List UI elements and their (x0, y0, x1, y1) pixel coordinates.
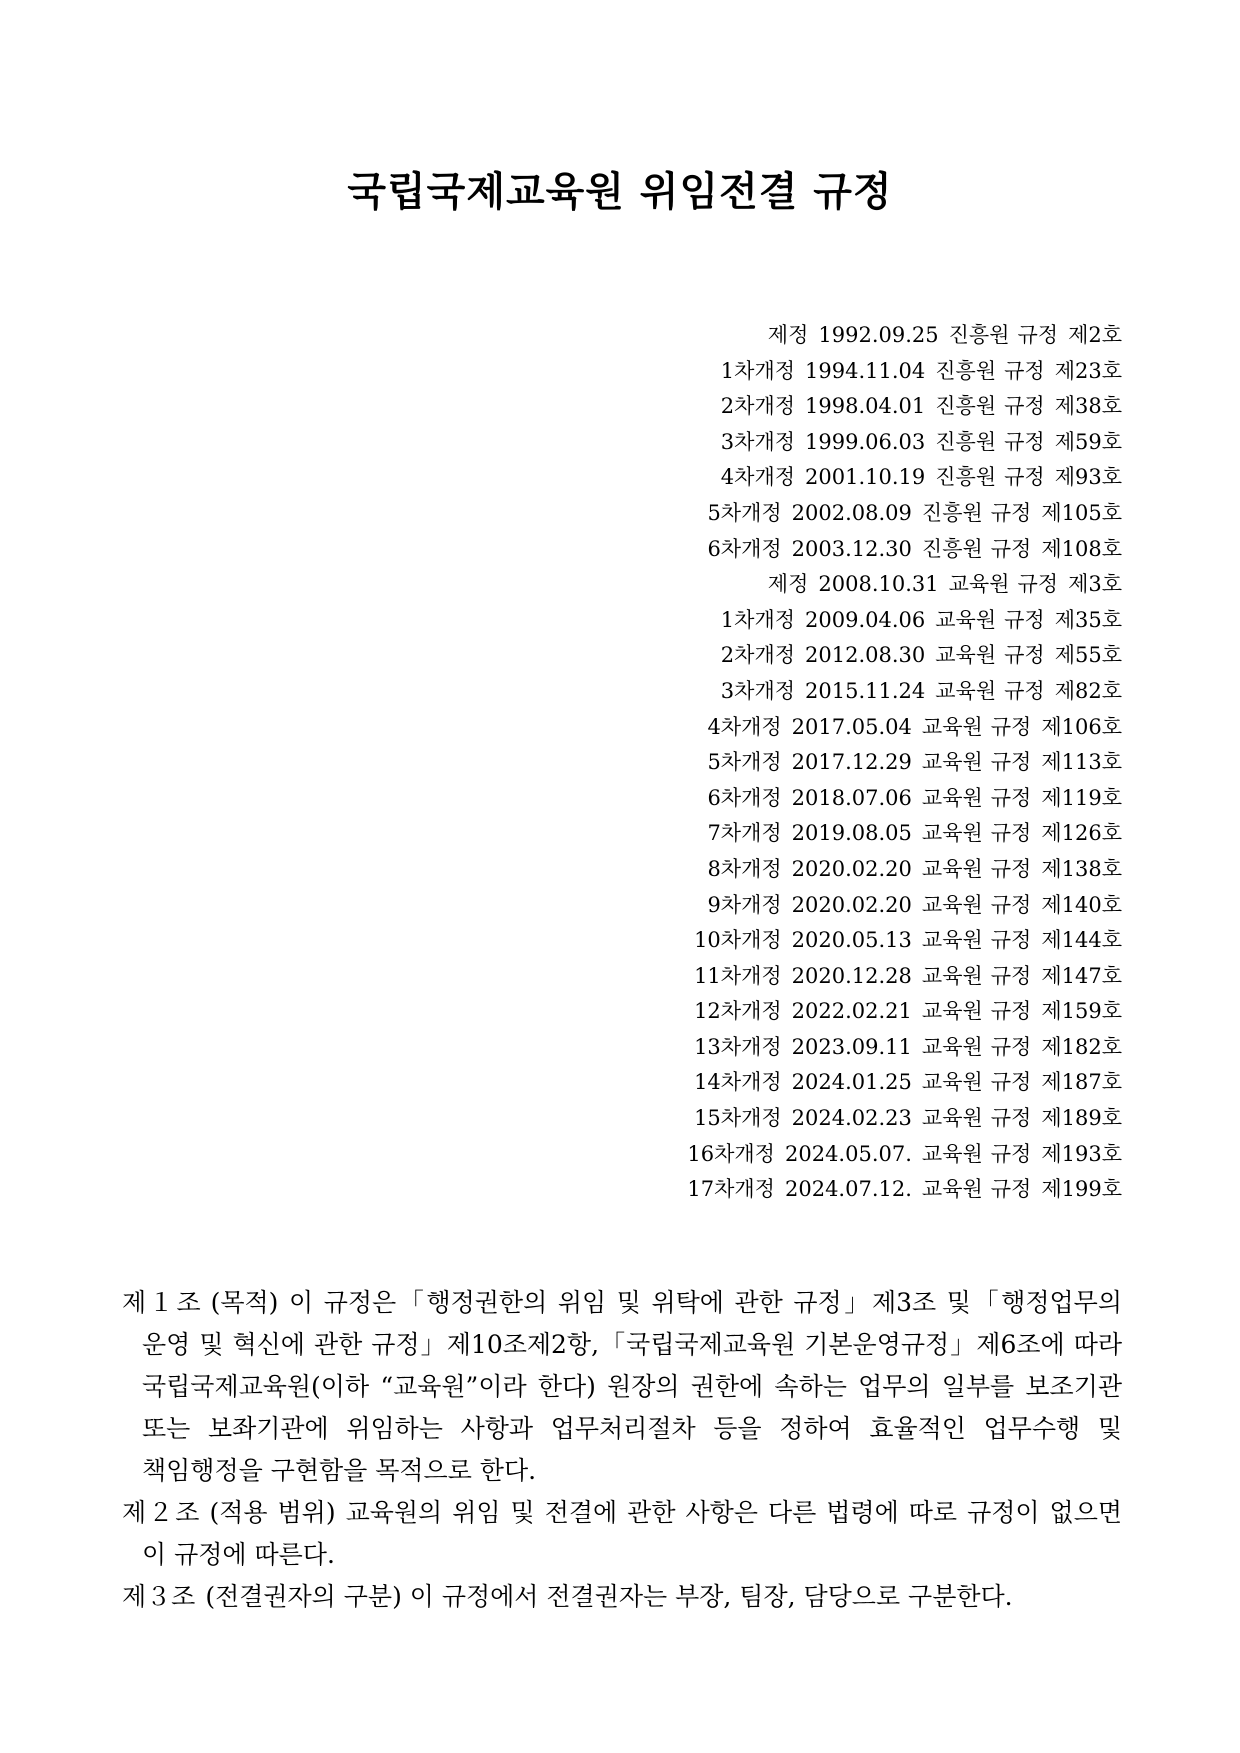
revision-date: 1999.06.03 (805, 429, 926, 454)
revision-date: 2015.11.24 (805, 678, 926, 703)
revision-label: 12차개정 (694, 999, 782, 1024)
revision-word: 규정 (990, 1106, 1032, 1131)
revision-date: 2019.08.05 (791, 821, 912, 846)
revision-word: 규정 (990, 963, 1032, 988)
revision-label: 7차개정 (707, 821, 782, 846)
revision-word: 규정 (1004, 358, 1045, 383)
revision-date: 2024.02.23 (791, 1106, 912, 1131)
revision-entry (687, 923, 1122, 959)
revision-word: 규정 (990, 750, 1032, 775)
revision-org: 교육원 (921, 785, 983, 810)
revision-number: 제147호 (1041, 963, 1122, 988)
revision-word: 규정 (1004, 607, 1045, 632)
revision-word: 규정 (990, 1177, 1032, 1202)
revision-entry (687, 532, 1122, 568)
revision-word: 규정 (990, 500, 1032, 525)
revision-entry (687, 674, 1122, 710)
revision-org: 교육원 (921, 821, 983, 846)
revision-org: 교육원 (921, 856, 983, 881)
revision-word: 규정 (990, 928, 1032, 953)
revision-label: 16차개정 (687, 1141, 775, 1166)
revision-number: 제113호 (1041, 750, 1122, 775)
revision-history (687, 318, 1122, 1208)
revision-date: 2012.08.30 (805, 643, 926, 668)
revision-word: 규정 (990, 1141, 1032, 1166)
revision-date: 2023.09.11 (791, 1034, 912, 1059)
revision-number: 제187호 (1041, 1070, 1122, 1095)
article-list (122, 1282, 1122, 1618)
revision-label: 13차개정 (694, 1034, 782, 1059)
revision-label: 5차개정 (707, 750, 782, 775)
revision-label: 3차개정 (720, 429, 796, 454)
revision-number: 제108호 (1041, 536, 1122, 561)
revision-label: 15차개정 (694, 1106, 782, 1131)
revision-word: 규정 (1017, 572, 1059, 597)
revision-label: 3차개정 (720, 678, 796, 703)
revision-word: 규정 (990, 1070, 1032, 1095)
revision-org: 진흥원 (948, 323, 1010, 347)
revision-label: 6차개정 (707, 785, 782, 810)
revision-word: 규정 (990, 892, 1032, 917)
revision-label: 9차개정 (707, 892, 782, 917)
revision-label: 14차개정 (694, 1070, 782, 1095)
revision-word: 규정 (990, 821, 1032, 846)
revision-date: 2020.02.20 (791, 892, 912, 917)
article-number: 제３조 (122, 1582, 196, 1611)
revision-word: 규정 (1004, 643, 1045, 668)
revision-org: 교육원 (935, 607, 997, 632)
revision-number: 제182호 (1041, 1034, 1122, 1059)
revision-entry (687, 567, 1122, 603)
revision-entry (687, 781, 1122, 817)
revision-entry (687, 1172, 1122, 1208)
revision-label: 제정 (767, 323, 809, 347)
revision-number: 제35호 (1054, 607, 1122, 632)
revision-date: 2002.08.09 (791, 500, 912, 525)
revision-date: 1998.04.01 (805, 394, 926, 419)
article-number: 제１조 (122, 1288, 201, 1317)
revision-entry (687, 1101, 1122, 1137)
revision-number: 제144호 (1041, 928, 1122, 953)
revision-label: 2차개정 (720, 643, 796, 668)
revision-date: 2009.04.06 (805, 607, 926, 632)
revision-number: 제119호 (1041, 785, 1122, 810)
revision-word: 규정 (1004, 394, 1045, 419)
revision-org: 교육원 (921, 1141, 983, 1166)
revision-label: 8차개정 (707, 856, 782, 881)
revision-number: 제126호 (1041, 821, 1122, 846)
revision-org: 교육원 (921, 928, 983, 953)
revision-date: 2022.02.21 (791, 999, 912, 1024)
revision-number: 제105호 (1041, 500, 1122, 525)
revision-org: 교육원 (948, 572, 1010, 597)
revision-entry (687, 994, 1122, 1030)
revision-org: 교육원 (921, 1070, 983, 1095)
revision-entry (687, 1065, 1122, 1101)
page-title: 국립국제교육원 위임전결 규정 (347, 168, 893, 215)
revision-number: 제193호 (1041, 1141, 1122, 1166)
revision-org: 교육원 (921, 892, 983, 917)
revision-number: 제199호 (1041, 1177, 1122, 1202)
revision-number: 제3호 (1068, 572, 1122, 597)
revision-org: 진흥원 (935, 429, 997, 454)
revision-entry (687, 852, 1122, 888)
revision-date: 2024.01.25 (791, 1070, 912, 1095)
revision-org: 교육원 (921, 714, 983, 739)
revision-number: 제55호 (1054, 643, 1122, 668)
revision-word: 규정 (990, 536, 1032, 561)
revision-org: 교육원 (921, 750, 983, 775)
revision-entry (687, 1030, 1122, 1066)
revision-number: 제82호 (1054, 678, 1122, 703)
revision-date: 2001.10.19 (805, 465, 926, 490)
revision-number: 제140호 (1041, 892, 1122, 917)
revision-label: 1차개정 (720, 607, 796, 632)
revision-date: 2020.12.28 (791, 963, 912, 988)
revision-org: 진흥원 (935, 394, 997, 419)
revision-label: 4차개정 (707, 714, 782, 739)
revision-word: 규정 (990, 999, 1032, 1024)
revision-word: 규정 (990, 1034, 1032, 1059)
revision-entry (687, 425, 1122, 461)
revision-number: 제93호 (1054, 465, 1122, 490)
revision-entry (687, 638, 1122, 674)
revision-number: 제138호 (1041, 856, 1122, 881)
revision-number: 제23호 (1054, 358, 1122, 383)
revision-date: 2024.05.07. (784, 1141, 912, 1166)
revision-date: 2017.05.04 (791, 714, 912, 739)
revision-org: 교육원 (921, 1034, 983, 1059)
revision-entry (687, 816, 1122, 852)
revision-label: 2차개정 (720, 394, 796, 419)
revision-org: 교육원 (921, 1106, 983, 1131)
revision-entry (687, 959, 1122, 995)
revision-label: 11차개정 (694, 963, 782, 988)
revision-number: 제38호 (1054, 394, 1122, 419)
revision-date: 2018.07.06 (791, 785, 912, 810)
revision-label: 5차개정 (707, 500, 782, 525)
revision-label: 10차개정 (694, 928, 782, 953)
revision-org: 진흥원 (921, 500, 983, 525)
revision-entry (687, 354, 1122, 390)
revision-word: 규정 (1017, 323, 1059, 347)
revision-date: 2008.10.31 (818, 572, 939, 597)
revision-entry (687, 745, 1122, 781)
revision-org: 교육원 (921, 999, 983, 1024)
article-number: 제２조 (122, 1498, 200, 1527)
revision-word: 규정 (990, 714, 1032, 739)
revision-date: 2024.07.12. (784, 1177, 912, 1202)
article-text: (전결권자의 구분) 이 규정에서 전결권자는 부장, 팀장, 담당으로 구분한다. (205, 1582, 1013, 1611)
revision-date: 1992.09.25 (818, 323, 939, 347)
article (122, 1492, 1122, 1576)
revision-org: 진흥원 (921, 536, 983, 561)
revision-word: 규정 (1004, 465, 1045, 490)
revision-entry (687, 710, 1122, 746)
revision-word: 규정 (1004, 678, 1045, 703)
revision-org: 교육원 (935, 678, 997, 703)
revision-word: 규정 (990, 785, 1032, 810)
article (122, 1576, 1122, 1618)
article-text: (적용 범위) 교육원의 위임 및 전결에 관한 사항은 다른 법령에 따로 규정이 없으면 이 규정에 따른다. (142, 1498, 1122, 1569)
revision-org: 진흥원 (935, 358, 997, 383)
revision-date: 2003.12.30 (791, 536, 912, 561)
revision-org: 진흥원 (935, 465, 997, 490)
revision-label: 1차개정 (720, 358, 796, 383)
revision-label: 6차개정 (707, 536, 782, 561)
revision-entry (687, 318, 1122, 354)
revision-number: 제2호 (1068, 323, 1122, 347)
revision-date: 2020.02.20 (791, 856, 912, 881)
revision-word: 규정 (1004, 429, 1045, 454)
revision-entry (687, 389, 1122, 425)
revision-label: 17차개정 (687, 1177, 775, 1202)
revision-number: 제106호 (1041, 714, 1122, 739)
revision-label: 4차개정 (720, 465, 796, 490)
revision-org: 교육원 (921, 1177, 983, 1202)
article (122, 1282, 1122, 1492)
revision-entry (687, 603, 1122, 639)
revision-org: 교육원 (935, 643, 997, 668)
revision-date: 2017.12.29 (791, 750, 912, 775)
article-text: (목적) 이 규정은「행정권한의 위임 및 위탁에 관한 규정」제3조 및「행정업무의 운영 및 혁신에 관한 규정」제10조제2항,「국립국제교육원 기본운영규정」제6조에 따라 국립국제교육원(이하 “교육원”이라 한다) 원장의 권한에 속하는 업무의 일부를 보조기관 또는 보좌기관에 위임하는 사항과 업무처리절차 등을 정하여 효율적인 업무수행 및 책임행정을 구현함을 목적으로 한다. (142, 1288, 1122, 1485)
revision-date: 2020.05.13 (791, 928, 912, 953)
revision-label: 제정 (767, 572, 809, 597)
revision-entry (687, 1137, 1122, 1173)
revision-date: 1994.11.04 (805, 358, 926, 383)
revision-entry (687, 496, 1122, 532)
revision-word: 규정 (990, 856, 1032, 881)
revision-entry (687, 888, 1122, 924)
revision-org: 교육원 (921, 963, 983, 988)
revision-entry (687, 460, 1122, 496)
revision-number: 제59호 (1054, 429, 1122, 454)
revision-number: 제159호 (1041, 999, 1122, 1024)
revision-number: 제189호 (1041, 1106, 1122, 1131)
